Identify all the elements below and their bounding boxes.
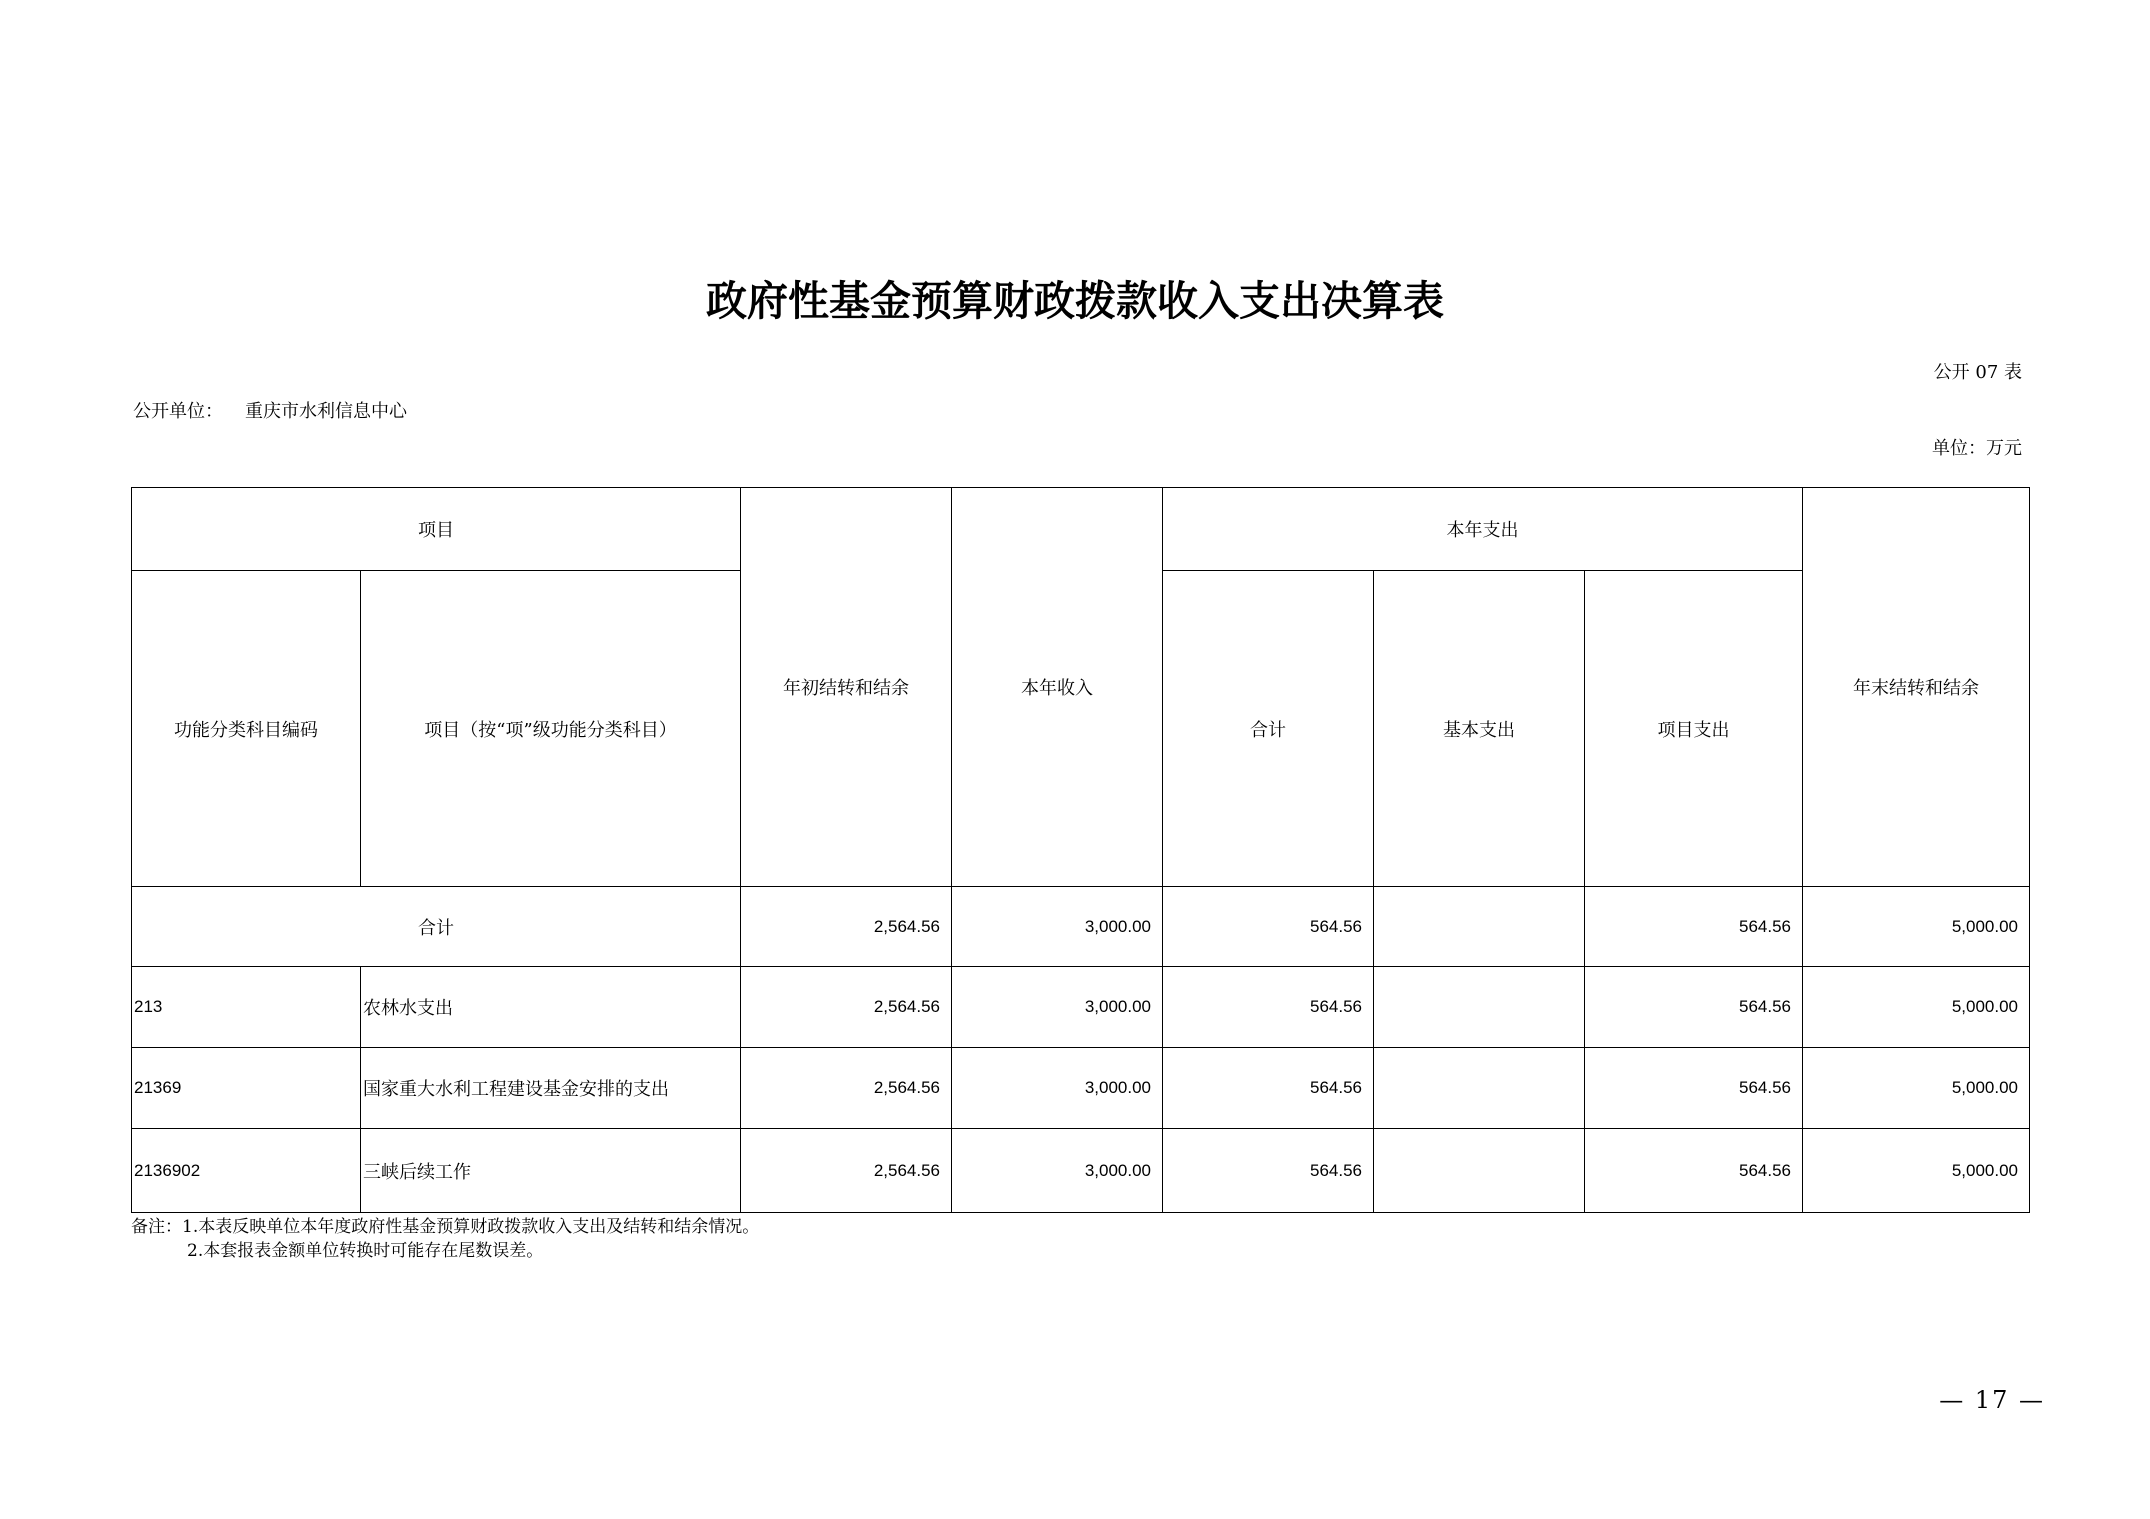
row-expense-basic bbox=[1374, 1129, 1585, 1213]
table-row bbox=[132, 1129, 2030, 1213]
currency-unit: 单位：万元 bbox=[1932, 438, 2022, 459]
header-opening-balance: 年初结转和结余 bbox=[741, 488, 952, 887]
table-row bbox=[132, 967, 2030, 1048]
page-number: — 17 — bbox=[1939, 1386, 2045, 1414]
row-expense-basic bbox=[1374, 1048, 1585, 1129]
total-expense-basic bbox=[1374, 887, 1585, 967]
budget-table bbox=[131, 487, 2030, 1213]
header-name: 项目（按“项”级功能分类科目） bbox=[361, 571, 741, 887]
row-opening: 2,564.56 bbox=[741, 1048, 952, 1129]
header-closing-balance: 年末结转和结余 bbox=[1803, 488, 2030, 887]
row-expense-total: 564.56 bbox=[1163, 1129, 1374, 1213]
row-expense-project: 564.56 bbox=[1585, 967, 1803, 1048]
header-income: 本年收入 bbox=[952, 488, 1163, 887]
row-opening: 2,564.56 bbox=[741, 1129, 952, 1213]
table-row bbox=[132, 1048, 2030, 1129]
row-expense-project: 564.56 bbox=[1585, 1048, 1803, 1129]
row-closing: 5,000.00 bbox=[1803, 1129, 2030, 1213]
total-expense-project: 564.56 bbox=[1585, 887, 1803, 967]
footnote-2: 2.本套报表金额单位转换时可能存在尾数误差。 bbox=[187, 1241, 544, 1261]
reporting-unit bbox=[133, 397, 407, 423]
total-opening: 2,564.56 bbox=[741, 887, 952, 967]
row-expense-project: 564.56 bbox=[1585, 1129, 1803, 1213]
header-item: 项目 bbox=[132, 488, 741, 571]
row-code: 213 bbox=[132, 967, 361, 1048]
header-code: 功能分类科目编码 bbox=[132, 571, 361, 887]
row-opening: 2,564.56 bbox=[741, 967, 952, 1048]
row-income: 3,000.00 bbox=[952, 967, 1163, 1048]
row-name: 农林水支出 bbox=[361, 967, 741, 1048]
total-closing: 5,000.00 bbox=[1803, 887, 2030, 967]
row-expense-total: 564.56 bbox=[1163, 1048, 1374, 1129]
header-expense-group: 本年支出 bbox=[1163, 488, 1803, 571]
row-name: 国家重大水利工程建设基金安排的支出 bbox=[361, 1048, 741, 1129]
header-row-1 bbox=[132, 488, 2030, 571]
row-expense-basic bbox=[1374, 967, 1585, 1048]
total-income: 3,000.00 bbox=[952, 887, 1163, 967]
page-title: 政府性基金预算财政拨款收入支出决算表 bbox=[706, 277, 1444, 325]
header-expense-project: 项目支出 bbox=[1585, 571, 1803, 887]
row-expense-total: 564.56 bbox=[1163, 967, 1374, 1048]
header-expense-total: 合计 bbox=[1163, 571, 1374, 887]
footnote-1: 备注：1.本表反映单位本年度政府性基金预算财政拨款收入支出及结转和结余情况。 bbox=[131, 1217, 760, 1237]
header-expense-basic: 基本支出 bbox=[1374, 571, 1585, 887]
row-income: 3,000.00 bbox=[952, 1048, 1163, 1129]
row-closing: 5,000.00 bbox=[1803, 1048, 2030, 1129]
reporting-unit-label: 公开单位： bbox=[133, 401, 223, 422]
row-code: 21369 bbox=[132, 1048, 361, 1129]
total-row bbox=[132, 887, 2030, 967]
total-expense-total: 564.56 bbox=[1163, 887, 1374, 967]
row-income: 3,000.00 bbox=[952, 1129, 1163, 1213]
footnotes bbox=[131, 1215, 759, 1263]
total-label: 合计 bbox=[132, 887, 741, 967]
reporting-unit-name: 重庆市水利信息中心 bbox=[245, 401, 407, 422]
row-name: 三峡后续工作 bbox=[361, 1129, 741, 1213]
row-code: 2136902 bbox=[132, 1129, 361, 1213]
form-number: 公开 07 表 bbox=[1933, 362, 2022, 383]
row-closing: 5,000.00 bbox=[1803, 967, 2030, 1048]
